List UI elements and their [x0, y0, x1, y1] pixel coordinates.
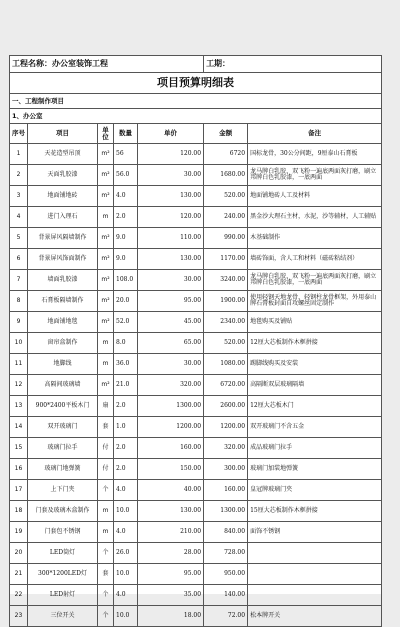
table-row — [10, 396, 382, 417]
header-index: 序号 — [10, 124, 28, 144]
row-unit: m² — [98, 375, 114, 396]
table-row — [10, 459, 382, 480]
table-row — [10, 270, 382, 291]
row-remarks: 木基础制作 — [248, 228, 382, 249]
row-index: 13 — [10, 396, 28, 417]
row-quantity: 56.0 — [114, 165, 138, 186]
row-remarks: 踢脚线购买及安装 — [248, 354, 382, 375]
row-amount: 2600.00 — [204, 396, 248, 417]
row-item: 窗帘盒制作 — [28, 333, 98, 354]
row-quantity: 2.0 — [114, 459, 138, 480]
row-amount: 140.00 — [204, 585, 248, 606]
row-remarks: 龙马牌白乳胶、双飞粉一遍底两面灰打磨，刷立邦牌白色乳胶漆，一底两面 — [248, 270, 382, 291]
title-row — [10, 73, 382, 94]
table-row — [10, 312, 382, 333]
row-index: 12 — [10, 375, 28, 396]
row-quantity: 52.0 — [114, 312, 138, 333]
row-unit-price: 320.00 — [138, 375, 204, 396]
row-index: 14 — [10, 417, 28, 438]
row-quantity: 10.0 — [114, 564, 138, 585]
row-index: 10 — [10, 333, 28, 354]
project-period: 工期： — [204, 56, 382, 73]
row-item: 门套及玻璃木盒制作 — [28, 501, 98, 522]
row-remarks: 黑金沙大理石主材，水泥，沙等辅材，人工辅贴 — [248, 207, 382, 228]
row-index: 5 — [10, 228, 28, 249]
row-index: 4 — [10, 207, 28, 228]
row-amount: 3240.00 — [204, 270, 248, 291]
row-amount: 728.00 — [204, 543, 248, 564]
row-quantity: 4.0 — [114, 186, 138, 207]
row-index: 2 — [10, 165, 28, 186]
row-quantity: 8.0 — [114, 333, 138, 354]
row-index: 11 — [10, 354, 28, 375]
row-amount: 72.00 — [204, 606, 248, 627]
row-remarks: 国标龙骨，30公分间距，9厘泰山石膏板 — [248, 144, 382, 165]
row-index: 15 — [10, 438, 28, 459]
row-index: 16 — [10, 459, 28, 480]
row-quantity: 4.0 — [114, 480, 138, 501]
project-name: 工程名称：办公室装饰工程 — [10, 56, 204, 73]
row-amount: 300.00 — [204, 459, 248, 480]
row-quantity: 4.0 — [114, 522, 138, 543]
row-amount: 320.00 — [204, 438, 248, 459]
row-unit: m — [98, 333, 114, 354]
row-item: 门套包不锈钢 — [28, 522, 98, 543]
row-quantity: 56 — [114, 144, 138, 165]
table-row — [10, 228, 382, 249]
row-unit-price: 1300.00 — [138, 396, 204, 417]
row-item: 地脚线 — [28, 354, 98, 375]
table-row — [10, 585, 382, 606]
row-remarks: 玻璃门加装地弹簧 — [248, 459, 382, 480]
row-unit-price: 30.00 — [138, 165, 204, 186]
row-remarks: 松本牌开关 — [248, 606, 382, 627]
row-item: 300*1200LED灯 — [28, 564, 98, 585]
row-remarks — [248, 564, 382, 585]
section-row — [10, 94, 382, 109]
row-amount: 1200.00 — [204, 417, 248, 438]
row-amount: 6720.00 — [204, 375, 248, 396]
row-item: 玻璃门拉手 — [28, 438, 98, 459]
header-unit-price: 单价 — [138, 124, 204, 144]
row-remarks: 地毯购买及铺贴 — [248, 312, 382, 333]
row-remarks: 龙马牌白乳胶、双飞粉一遍底两面灰打磨，刷立邦牌白色乳胶漆，一底两面 — [248, 165, 382, 186]
row-remarks: 双开玻璃门不含五金 — [248, 417, 382, 438]
row-unit: m — [98, 501, 114, 522]
row-unit-price: 130.00 — [138, 186, 204, 207]
row-unit-price: 30.00 — [138, 270, 204, 291]
row-remarks: 15厘大芯板制作木框拼接 — [248, 501, 382, 522]
row-unit-price: 130.00 — [138, 249, 204, 270]
row-unit-price: 150.00 — [138, 459, 204, 480]
row-unit: m² — [98, 186, 114, 207]
table-row — [10, 249, 382, 270]
row-amount: 6720 — [204, 144, 248, 165]
row-amount: 160.00 — [204, 480, 248, 501]
row-unit: m — [98, 207, 114, 228]
row-remarks: 12厘大芯板制作木框拼接 — [248, 333, 382, 354]
row-index: 21 — [10, 564, 28, 585]
row-item: LED射灯 — [28, 585, 98, 606]
row-remarks — [248, 585, 382, 606]
row-unit: 套 — [98, 417, 114, 438]
row-amount: 1680.00 — [204, 165, 248, 186]
row-quantity: 26.0 — [114, 543, 138, 564]
row-remarks: 皇冠牌玻璃门夹 — [248, 480, 382, 501]
row-quantity: 10.0 — [114, 606, 138, 627]
table-row — [10, 543, 382, 564]
row-amount: 1300.00 — [204, 501, 248, 522]
row-unit: 付 — [98, 459, 114, 480]
row-item: 进门入理石 — [28, 207, 98, 228]
row-remarks — [248, 543, 382, 564]
row-quantity: 1.0 — [114, 417, 138, 438]
row-unit-price: 95.00 — [138, 564, 204, 585]
row-item: 玻璃门地弹簧 — [28, 459, 98, 480]
row-unit-price: 95.00 — [138, 291, 204, 312]
row-index: 22 — [10, 585, 28, 606]
row-index: 7 — [10, 270, 28, 291]
row-unit: 套 — [98, 564, 114, 585]
table-row — [10, 291, 382, 312]
row-remarks: 使用轻钢天地龙骨，轻钢柱龙骨框架，外用泰山牌石膏板封面自攻螺丝固定制作 — [248, 291, 382, 312]
row-index: 17 — [10, 480, 28, 501]
row-item: 天花造型吊顶 — [28, 144, 98, 165]
row-quantity: 108.0 — [114, 270, 138, 291]
budget-table — [9, 55, 382, 627]
row-remarks: 面饰不锈钢 — [248, 522, 382, 543]
row-item: 天面乳胶漆 — [28, 165, 98, 186]
row-amount: 990.00 — [204, 228, 248, 249]
row-unit: 个 — [98, 480, 114, 501]
row-item: 三位开关 — [28, 606, 98, 627]
row-item: 上下门夹 — [28, 480, 98, 501]
header-amount: 金额 — [204, 124, 248, 144]
row-unit: m² — [98, 165, 114, 186]
table-row — [10, 480, 382, 501]
row-unit: m² — [98, 270, 114, 291]
sheet-title: 项目预算明细表 — [10, 73, 382, 94]
row-unit: 个 — [98, 585, 114, 606]
row-amount: 1170.00 — [204, 249, 248, 270]
header-unit: 单位 — [98, 124, 114, 144]
row-unit: m² — [98, 228, 114, 249]
row-unit-price: 40.00 — [138, 480, 204, 501]
row-remarks: 墙砖饰面，含人工和材料（磁砖粘结剂） — [248, 249, 382, 270]
row-index: 19 — [10, 522, 28, 543]
row-item: 双开玻璃门 — [28, 417, 98, 438]
subsection-row — [10, 109, 382, 124]
row-quantity: 2.0 — [114, 438, 138, 459]
row-unit: m² — [98, 144, 114, 165]
row-item: 背景屏风隔墙制作 — [28, 228, 98, 249]
row-index: 20 — [10, 543, 28, 564]
row-quantity: 2.0 — [114, 396, 138, 417]
subsection-heading: 1、办公室 — [10, 109, 382, 124]
table-row — [10, 606, 382, 627]
row-item: 900*2400平板木门 — [28, 396, 98, 417]
row-unit: m² — [98, 312, 114, 333]
row-unit: 个 — [98, 606, 114, 627]
row-unit-price: 130.00 — [138, 501, 204, 522]
row-unit-price: 28.00 — [138, 543, 204, 564]
row-remarks: 地面铺地砖人工及材料 — [248, 186, 382, 207]
row-index: 23 — [10, 606, 28, 627]
row-quantity: 10.0 — [114, 501, 138, 522]
row-amount: 950.00 — [204, 564, 248, 585]
row-quantity: 4.0 — [114, 585, 138, 606]
row-amount: 240.00 — [204, 207, 248, 228]
row-item: 地面铺地砖 — [28, 186, 98, 207]
row-unit: 扇 — [98, 396, 114, 417]
row-unit-price: 160.00 — [138, 438, 204, 459]
row-amount: 840.00 — [204, 522, 248, 543]
row-quantity: 9.0 — [114, 249, 138, 270]
row-unit: m² — [98, 249, 114, 270]
row-unit: m² — [98, 291, 114, 312]
table-row — [10, 438, 382, 459]
row-quantity: 21.0 — [114, 375, 138, 396]
row-amount: 2340.00 — [204, 312, 248, 333]
row-item: 地面铺地毯 — [28, 312, 98, 333]
row-index: 3 — [10, 186, 28, 207]
row-quantity: 2.0 — [114, 207, 138, 228]
row-index: 8 — [10, 291, 28, 312]
row-index: 6 — [10, 249, 28, 270]
project-row — [10, 56, 382, 73]
table-row — [10, 564, 382, 585]
row-unit-price: 30.00 — [138, 354, 204, 375]
row-amount: 1900.00 — [204, 291, 248, 312]
row-unit-price: 110.00 — [138, 228, 204, 249]
table-row — [10, 207, 382, 228]
row-unit-price: 210.00 — [138, 522, 204, 543]
row-amount: 520.00 — [204, 333, 248, 354]
row-item: 高隔间玻璃墙 — [28, 375, 98, 396]
table-row — [10, 186, 382, 207]
row-unit-price: 120.00 — [138, 207, 204, 228]
table-row — [10, 333, 382, 354]
row-remarks: 12厘大芯板木门 — [248, 396, 382, 417]
row-unit: 付 — [98, 438, 114, 459]
row-remarks: 高隔断双层玻璃隔墙 — [248, 375, 382, 396]
row-unit-price: 18.00 — [138, 606, 204, 627]
header-item: 项目 — [28, 124, 98, 144]
row-unit: m — [98, 522, 114, 543]
row-item: 背景屏风饰面制作 — [28, 249, 98, 270]
table-body — [10, 144, 382, 627]
table-row — [10, 522, 382, 543]
table-row — [10, 354, 382, 375]
header-row — [10, 124, 382, 144]
row-unit-price: 35.00 — [138, 585, 204, 606]
row-quantity: 9.0 — [114, 228, 138, 249]
row-index: 9 — [10, 312, 28, 333]
table-row — [10, 375, 382, 396]
table-row — [10, 144, 382, 165]
row-remarks: 成品玻璃门拉手 — [248, 438, 382, 459]
section-heading: 一、工程制作项目 — [10, 94, 382, 109]
row-amount: 1080.00 — [204, 354, 248, 375]
header-remarks: 备注 — [248, 124, 382, 144]
row-quantity: 36.0 — [114, 354, 138, 375]
row-quantity: 20.0 — [114, 291, 138, 312]
row-item: 墙面乳胶漆 — [28, 270, 98, 291]
table-row — [10, 501, 382, 522]
row-index: 1 — [10, 144, 28, 165]
row-index: 18 — [10, 501, 28, 522]
row-unit-price: 1200.00 — [138, 417, 204, 438]
row-unit: 个 — [98, 543, 114, 564]
row-unit-price: 65.00 — [138, 333, 204, 354]
row-item: LED筒灯 — [28, 543, 98, 564]
table-row — [10, 165, 382, 186]
table-row — [10, 417, 382, 438]
row-item: 石膏板隔墙制作 — [28, 291, 98, 312]
row-amount: 520.00 — [204, 186, 248, 207]
row-unit-price: 45.00 — [138, 312, 204, 333]
row-unit: m — [98, 354, 114, 375]
header-quantity: 数量 — [114, 124, 138, 144]
budget-sheet — [9, 55, 381, 619]
row-unit-price: 120.00 — [138, 144, 204, 165]
